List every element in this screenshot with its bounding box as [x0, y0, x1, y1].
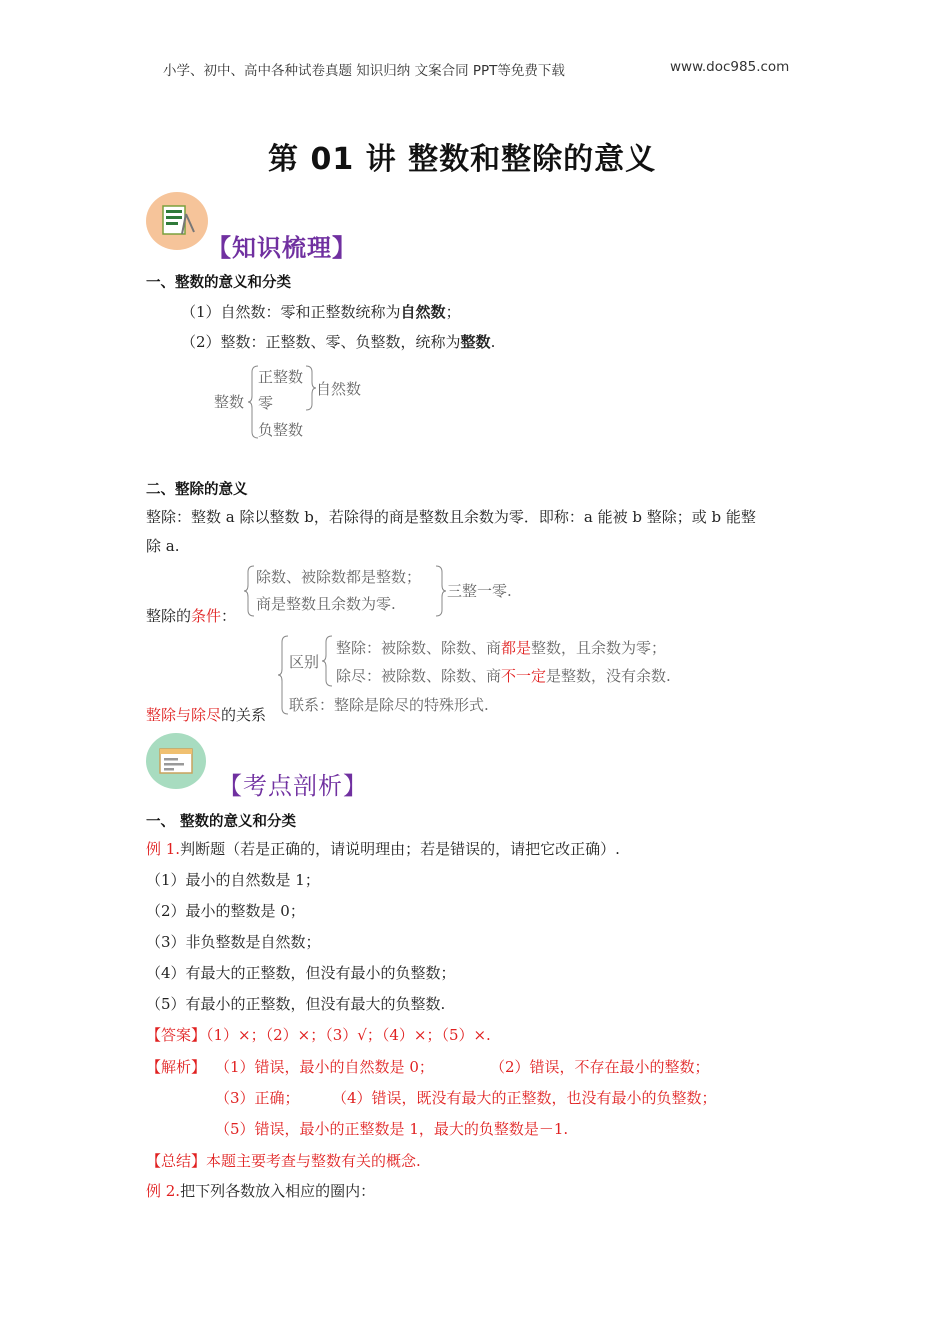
header-site-link[interactable]: www.doc985.com [670, 59, 790, 75]
diagram-negative: 负整数 [258, 421, 304, 439]
item2-prefix: （2）整数：正整数、零、负整数，统称为 [181, 333, 461, 351]
example1-item: （3）非负整数是自然数； [146, 933, 321, 951]
diagram-root-label: 整数 [214, 393, 245, 411]
example1-label: 例 1. [146, 840, 181, 858]
condition-label [146, 605, 236, 626]
diagram-zero: 零 [258, 394, 274, 412]
knowledge-icon [146, 192, 208, 250]
difference-brace-icon [322, 634, 334, 688]
difference-label: 区别 [289, 653, 320, 671]
page-title: 第 01 讲 整数和整除的意义 [268, 142, 657, 177]
diff1-red: 都是 [501, 639, 532, 657]
section-analysis-title: 【考点剖析】 [218, 772, 368, 800]
relation-label [146, 704, 266, 725]
example2-text: 把下列各数放入相应的圈内： [180, 1182, 376, 1200]
item1 [181, 301, 461, 322]
analysis-label: 【解析】 [146, 1058, 207, 1076]
diff2-red: 不一定 [501, 667, 547, 685]
definition-line2: 除 a. [146, 537, 180, 555]
item1-prefix: （1）自然数：零和正整数统称为 [181, 303, 401, 321]
condition-line2: 商是整数且余数为零. [256, 595, 396, 613]
analysis-3: （3）正确； [215, 1089, 300, 1107]
item2-suffix: . [490, 333, 496, 351]
item1-bold: 自然数 [400, 303, 446, 321]
example1-item: （2）最小的整数是 0； [146, 902, 305, 920]
difference-line2 [336, 665, 671, 686]
example1-item: （1）最小的自然数是 1； [146, 871, 320, 889]
example1 [146, 838, 620, 859]
condition-right-brace-icon [434, 564, 446, 618]
header-text: 小学、初中、高中各种试卷真题 知识归纳 文案合同 PPT等免费下载 [163, 63, 565, 79]
analysis-1: （1）错误，最小的自然数是 0； [215, 1058, 434, 1076]
summary-label: 【总结】 [146, 1152, 207, 1170]
example2 [146, 1180, 375, 1201]
item1-suffix: ； [445, 303, 461, 321]
example1-item: （4）有最大的正整数，但没有最小的负整数； [146, 964, 456, 982]
summary [146, 1150, 421, 1171]
condition-left-brace-icon [244, 564, 256, 618]
relation-link: 联系：整除是除尽的特殊形式. [289, 696, 489, 714]
right-brace-icon [304, 364, 316, 412]
diff2-b: 是整数，没有余数. [546, 667, 671, 685]
diff2-a: 除尽：被除数、除数、商 [336, 667, 502, 685]
diff1-b: 整数，且余数为零； [531, 639, 667, 657]
diagram-natural: 自然数 [316, 380, 362, 398]
condition-line1: 除数、被除数都是整数； [256, 568, 422, 586]
condition-label-red: 条件 [191, 607, 222, 625]
example1-item: （5）有最小的正整数，但没有最大的负整数. [146, 995, 446, 1013]
difference-line1 [336, 637, 666, 658]
item2-bold: 整数 [460, 333, 491, 351]
analysis-5: （5）错误，最小的正整数是 1，最大的负整数是－1. [215, 1120, 569, 1138]
item2 [181, 331, 495, 352]
relation-label-red: 整除与除尽 [146, 706, 222, 724]
analysis-4: （4）错误，既没有最大的正整数，也没有最小的负整数； [332, 1089, 717, 1107]
relation-label-suffix: 的关系 [221, 706, 267, 724]
answer: 【答案】（1）×；（2）×；（3）√；（4）×；（5）×. [146, 1026, 491, 1044]
example2-label: 例 2. [146, 1182, 181, 1200]
condition-label-prefix: 整除的 [146, 607, 192, 625]
section-knowledge-title: 【知识梳理】 [207, 234, 357, 262]
part2-heading: 二、整除的意义 [146, 482, 248, 498]
diagram-positive: 正整数 [258, 368, 304, 386]
example1-text: 判断题（若是正确的，请说明理由；若是错误的，请把它改正确）. [180, 840, 620, 858]
analysis-icon [146, 733, 206, 789]
diff1-a: 整除：被除数、除数、商 [336, 639, 502, 657]
condition-label-suffix: ： [221, 607, 237, 625]
analysis-2: （2）错误，不存在最小的整数； [490, 1058, 710, 1076]
analysis-heading: 一、 整数的意义和分类 [146, 814, 297, 830]
condition-summary: 三整一零. [447, 582, 512, 600]
summary-text: 本题主要考查与整数有关的概念. [206, 1152, 421, 1170]
part1-heading: 一、整数的意义和分类 [146, 275, 291, 291]
definition-line1: 整除：整数 a 除以整数 b，若除得的商是整数且余数为零．即称：a 能被 b 整除；或 b 能整 [146, 508, 756, 526]
